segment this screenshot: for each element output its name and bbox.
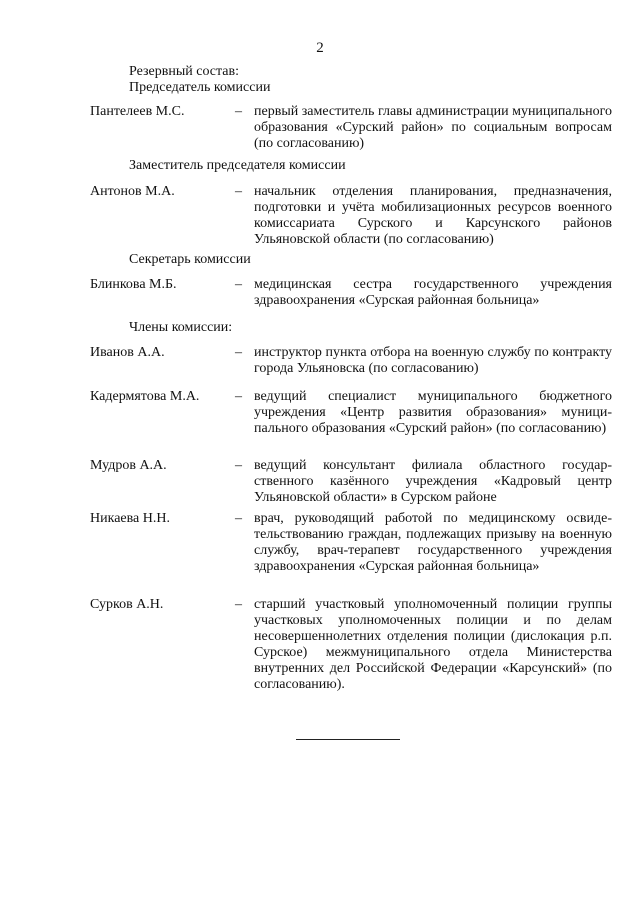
secretary-heading: Секретарь комиссии xyxy=(129,252,251,267)
member-dash: – xyxy=(235,345,242,360)
member-dash: – xyxy=(235,511,242,526)
member-name: Пантелеев М.С. xyxy=(90,104,185,119)
member-name: Никаева Н.Н. xyxy=(90,511,170,526)
member-name: Антонов М.А. xyxy=(90,184,175,199)
member-role: начальник отделения планирования, предназначения, подготовки и учёта мобилизационных ресурсов военного комиссариата Сурского и Карсунского районов Ульяновской области (по согласованию) xyxy=(254,184,612,247)
member-dash: – xyxy=(235,597,242,612)
member-dash: – xyxy=(235,104,242,119)
end-rule xyxy=(296,739,400,740)
member-name: Кадермятова М.А. xyxy=(90,389,200,404)
member-role: ведущий консультант филиала областного государственного казённого учреждения «Кадровый центр Ульяновской области» в Сурском районе xyxy=(254,458,612,505)
member-role: инструктор пункта отбора на военную службу по контракту города Ульяновска (по согласованию) xyxy=(254,345,612,376)
member-dash: – xyxy=(235,389,242,404)
member-dash: – xyxy=(235,277,242,292)
reserve-heading: Резервный состав: xyxy=(129,64,240,79)
member-role: медицинская сестра государственного учреждения здравоохранения «Сурская районная больница» xyxy=(254,277,612,308)
member-role: первый заместитель главы администрации муниципального образования «Сурский район» по социальным вопросам (по согласованию) xyxy=(254,104,612,151)
member-dash: – xyxy=(235,458,242,473)
member-name: Иванов А.А. xyxy=(90,345,165,360)
chair-heading: Председатель комиссии xyxy=(129,80,271,95)
page-number: 2 xyxy=(316,40,324,56)
member-name: Блинкова М.Б. xyxy=(90,277,177,292)
member-role: врач, руководящий работой по медицинскому освидетельствованию граждан, подлежащих призыву на военную службу, врач-терапевт государственного учреждения здравоохранения «Сурская районная больница» xyxy=(254,511,612,574)
member-name: Мудров А.А. xyxy=(90,458,167,473)
member-role: старший участковый уполномоченный полиции группы участковых уполномоченных полиции и по делам несовершеннолетних отделения полиции (дислокация р.п. Сурское) межмуниципального отдела Министерства внутренних дел Российской Федерации «Карсунский» (по согласованию). xyxy=(254,597,612,692)
member-dash: – xyxy=(235,184,242,199)
members-heading: Члены комиссии: xyxy=(129,320,233,335)
member-name: Сурков А.Н. xyxy=(90,597,164,612)
member-role: ведущий специалист муниципального бюджетного учреждения «Центр развития образования» муниципального образования «Сурский район» (по согласованию) xyxy=(254,389,612,436)
deputy-heading: Заместитель председателя комиссии xyxy=(129,158,346,173)
